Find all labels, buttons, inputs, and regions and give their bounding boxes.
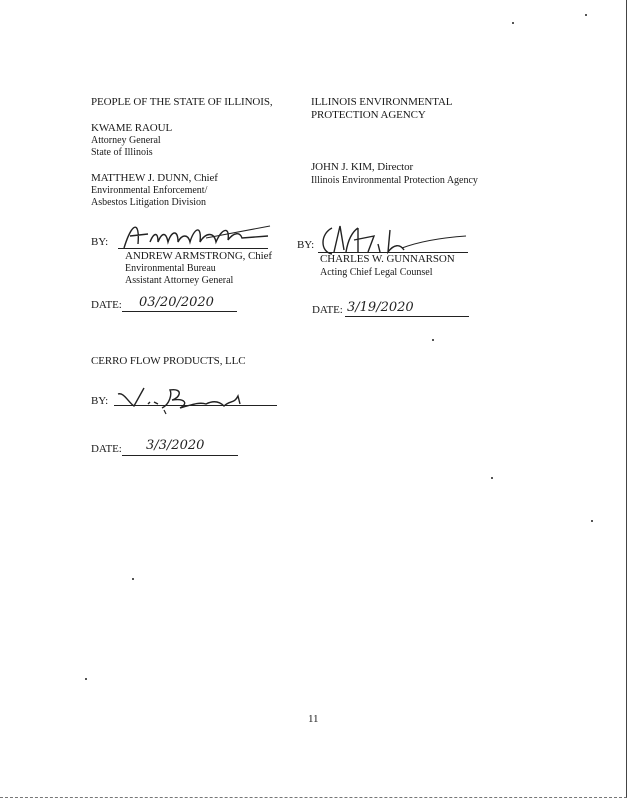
left-signature-line xyxy=(118,248,268,249)
scan-speck xyxy=(585,14,587,16)
left-signer-title-1: Environmental Bureau xyxy=(125,263,216,274)
ag-name: KWAME RAOUL xyxy=(91,122,173,134)
armstrong-signature xyxy=(118,218,278,252)
scan-speck xyxy=(432,339,434,341)
left-date-label: DATE: xyxy=(91,299,122,311)
right-date-line xyxy=(345,316,469,317)
chief-name: MATTHEW J. DUNN, Chief xyxy=(91,172,218,184)
right-signer-name: CHARLES W. GUNNARSON xyxy=(320,253,455,265)
right-by-label: BY: xyxy=(297,239,315,251)
cerro-date-label: DATE: xyxy=(91,443,122,455)
cerro-date-value: 3/3/2020 xyxy=(146,438,205,453)
scan-speck xyxy=(591,520,593,522)
scan-speck xyxy=(85,678,87,680)
cerro-signature xyxy=(114,380,279,414)
left-date-line xyxy=(122,311,237,312)
left-party-heading: PEOPLE OF THE STATE OF ILLINOIS, xyxy=(91,96,273,108)
right-party-heading-1: ILLINOIS ENVIRONMENTAL xyxy=(311,96,453,108)
scan-speck xyxy=(132,578,134,580)
right-date-label: DATE: xyxy=(312,304,343,316)
right-date-value: 3/19/2020 xyxy=(347,300,414,315)
left-by-label: BY: xyxy=(91,236,109,248)
cerro-signature-line xyxy=(114,405,277,406)
cerro-party-heading: CERRO FLOW PRODUCTS, LLC xyxy=(91,355,246,367)
chief-title-2: Asbestos Litigation Division xyxy=(91,197,206,208)
scan-speck xyxy=(512,22,514,24)
ag-state: State of Illinois xyxy=(91,147,153,158)
left-date-value: 03/20/2020 xyxy=(139,295,214,310)
cerro-date-line xyxy=(122,455,238,456)
chief-title-1: Environmental Enforcement/ xyxy=(91,185,208,196)
left-signer-title-2: Assistant Attorney General xyxy=(125,275,234,286)
cerro-by-label: BY: xyxy=(91,395,109,407)
director-name: JOHN J. KIM, Director xyxy=(311,161,414,173)
director-title: Illinois Environmental Protection Agency xyxy=(311,175,478,186)
ag-title: Attorney General xyxy=(91,135,161,146)
right-party-heading-2: PROTECTION AGENCY xyxy=(311,109,426,121)
page-number: 11 xyxy=(308,713,319,725)
scan-speck xyxy=(491,477,493,479)
left-signer-name: ANDREW ARMSTRONG, Chief xyxy=(125,250,272,262)
right-signer-title: Acting Chief Legal Counsel xyxy=(320,267,433,278)
